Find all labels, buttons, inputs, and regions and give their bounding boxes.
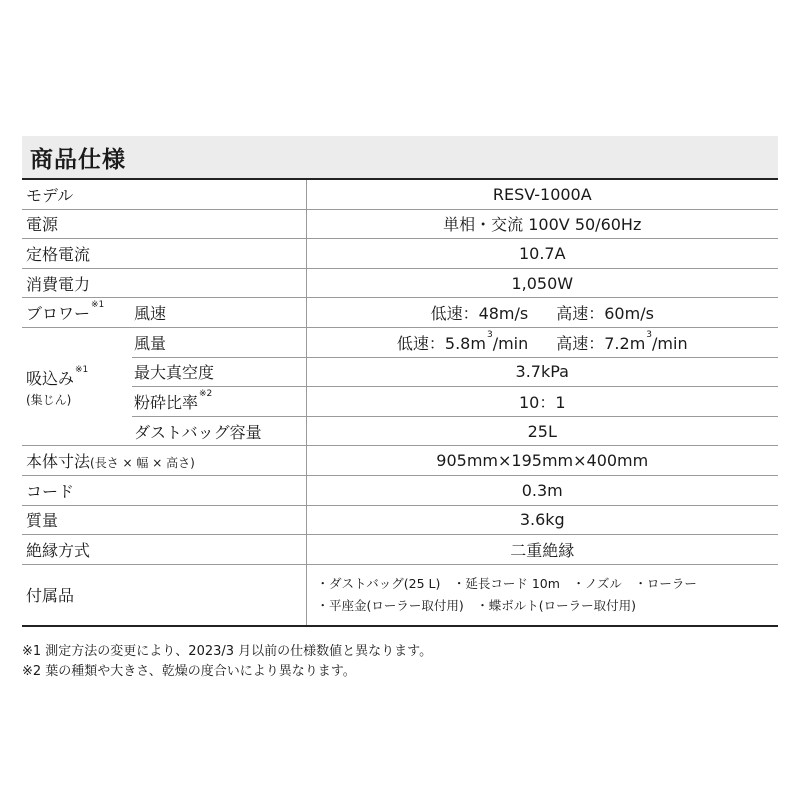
table-row-cord bbox=[22, 475, 778, 505]
row-value: 0.3m bbox=[306, 475, 778, 505]
row-value: 二重絶縁 bbox=[306, 535, 778, 565]
row-value: RESV-1000A bbox=[306, 180, 778, 209]
table-row-blower bbox=[22, 298, 778, 328]
row-value bbox=[306, 564, 778, 626]
row-sublabel bbox=[132, 387, 306, 417]
row-sublabel: 最大真空度 bbox=[132, 357, 306, 387]
airflow-unit: /min bbox=[492, 333, 529, 353]
table-row-suction-vacuum bbox=[22, 357, 778, 387]
footnote-mark: ※1 bbox=[75, 364, 89, 375]
airflow-low: 低速：5.8m bbox=[396, 333, 486, 353]
row-value bbox=[306, 327, 778, 357]
dimensions-label: 本体寸法 bbox=[26, 452, 91, 472]
row-label: 定格電流 bbox=[22, 239, 306, 269]
airflow-exp: 3 bbox=[486, 329, 493, 340]
row-label bbox=[22, 298, 132, 328]
row-value: 3.7kPa bbox=[306, 357, 778, 387]
footnote-mark: ※1 bbox=[91, 300, 105, 311]
airflow-unit: /min bbox=[652, 333, 688, 353]
table-row-accessories bbox=[22, 564, 778, 626]
row-value: 25L bbox=[306, 416, 778, 446]
suction-label: 吸込み bbox=[26, 368, 75, 388]
row-value: 単相・交流 100V 50/60Hz bbox=[306, 209, 778, 239]
row-value bbox=[306, 298, 778, 328]
title-bar bbox=[22, 136, 778, 180]
footnotes bbox=[22, 642, 432, 682]
row-sublabel: 風速 bbox=[132, 298, 306, 328]
row-sublabel: 風量 bbox=[132, 327, 306, 357]
row-value: 10.7A bbox=[306, 239, 778, 269]
table-row-consumption bbox=[22, 268, 778, 298]
table-row-suction-crush bbox=[22, 387, 778, 417]
row-label: 消費電力 bbox=[22, 268, 306, 298]
row-label: 電源 bbox=[22, 209, 306, 239]
row-value: 905mm×195mm×400mm bbox=[306, 446, 778, 476]
row-label: 付属品 bbox=[22, 564, 306, 626]
spec-sheet bbox=[22, 136, 778, 627]
blower-high: 高速：60m/s bbox=[556, 304, 654, 324]
dimensions-label-small: (長さ × 幅 × 高さ) bbox=[90, 456, 195, 471]
row-sublabel: ダストバッグ容量 bbox=[132, 416, 306, 446]
airflow-high: 高速：7.2m bbox=[556, 333, 646, 353]
table-row-model bbox=[22, 180, 778, 209]
footnote-2: ※2 葉の種類や大きさ、乾燥の度合いにより異なります。 bbox=[22, 664, 356, 679]
blower-label: ブロワー bbox=[26, 304, 91, 324]
row-label: 質量 bbox=[22, 505, 306, 535]
table-row-current bbox=[22, 239, 778, 269]
footnote-mark: ※2 bbox=[199, 388, 213, 399]
table-row-power bbox=[22, 209, 778, 239]
table-row-suction-bag bbox=[22, 416, 778, 446]
airflow-exp: 3 bbox=[646, 329, 653, 340]
table-row-weight bbox=[22, 505, 778, 535]
row-label: コード bbox=[22, 475, 306, 505]
row-label bbox=[22, 446, 306, 476]
suction-sublabel: (集じん) bbox=[26, 392, 72, 407]
row-label: 絶縁方式 bbox=[22, 535, 306, 565]
table-row-suction-airflow bbox=[22, 327, 778, 357]
row-value: 1,050W bbox=[306, 268, 778, 298]
row-value: 3.6kg bbox=[306, 505, 778, 535]
page-title: 商品仕様 bbox=[30, 146, 126, 173]
accessories-line-2: ・平座金(ローラー取付用) ・蝶ボルト(ローラー取付用) bbox=[316, 597, 637, 613]
spec-table bbox=[22, 180, 778, 627]
crush-label: 粉砕比率 bbox=[134, 392, 199, 412]
table-row-insulation bbox=[22, 535, 778, 565]
table-row-dimensions bbox=[22, 446, 778, 476]
suction-group-label bbox=[22, 327, 132, 445]
row-value: 10：1 bbox=[306, 387, 778, 417]
accessories-line-1: ・ダストバッグ(25 L) ・延長コード 10m ・ノズル ・ローラー bbox=[316, 575, 697, 591]
footnote-1: ※1 測定方法の変更により、2023/3 月以前の仕様数値と異なります。 bbox=[22, 644, 433, 659]
blower-low: 低速：48m/s bbox=[430, 304, 529, 324]
row-label: モデル bbox=[22, 180, 306, 209]
